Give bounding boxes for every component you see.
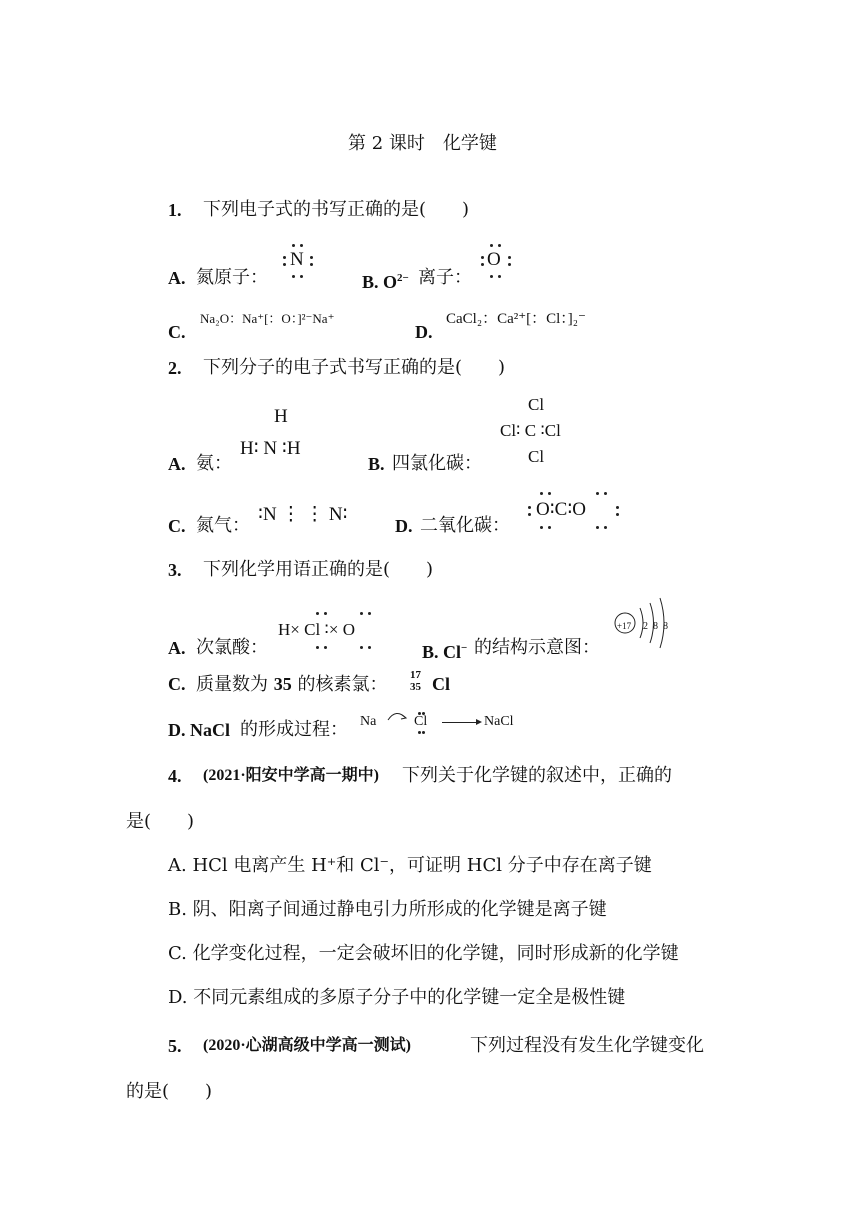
q1-d-label: D. [415,322,433,342]
q4-stem-2: 是( ) [126,811,195,832]
q2-b-label: B. [368,454,385,474]
q3-c-label: C. [168,674,186,694]
q4-option-d: D. 不同元素组成的多原子分子中的化学键一定全是极性键 [168,987,626,1008]
q3-d-formula: Na Cl NaCl [360,704,530,740]
page-title: 第 2 课时 化学键 [348,133,497,154]
q1-number: 1. [168,200,182,220]
q2-c-formula: ∶N ⋮ ⋮ N∶ [258,504,348,525]
q2-a-formula: H H∶ N ∶H [240,406,301,459]
q5-stem-1: 下列过程没有发生化学键变化 [470,1035,704,1056]
q1-b-label: B. $O^{2-}$ [362,272,409,292]
q5-number: 5. [168,1036,182,1056]
q3-stem: 下列化学用语正确的是( ) [203,559,434,580]
q2-c-label: C. [168,516,186,536]
q3-c-nuclide: 17 35 Cl [410,669,450,694]
nucleus-label: +17 [617,621,632,631]
q3-number: 3. [168,560,182,580]
q4-number: 4. [168,766,182,786]
q3-a-label: A. [168,638,186,658]
q1-c-formula: Na₂O：Na⁺[：O：]²⁻Na⁺ [200,311,335,326]
q5-source: (2020·心湖高级中学高一测试) [203,1037,411,1054]
q2-number: 2. [168,358,182,378]
q3-b-structure [612,596,672,656]
q1-d-formula: CaCl₂：Ca²⁺[：Cl：]₂⁻ [446,311,586,327]
q3-b-text: 的结构示意图： [474,637,600,658]
q4-stem-1: 下列关于化学键的叙述中，正确的 [402,765,672,786]
q1-b-text: 离子： [418,267,472,288]
q3-a-text: 次氯酸： [196,637,268,658]
q1-c-label: C. [168,322,186,342]
q1-a-formula: N [280,244,320,280]
q4-option-c: C. 化学变化过程，一定会破坏旧的化学键，同时形成新的化学键 [168,943,679,964]
q3-d-label: D. NaCl [168,720,230,740]
q2-a-text: 氨： [196,453,232,474]
shell-1: 2 [643,621,648,632]
q3-c-text: 质量数为 35 的核素氯： [196,674,388,695]
q2-c-text: 氮气： [196,515,250,536]
q2-a-label: A. [168,454,186,474]
q4-source: (2021·阳安中学高一期中) [203,767,379,784]
q1-a-label: A. [168,268,186,288]
q5-stem-2: 的是( ) [126,1081,213,1102]
q2-b-formula: Cl Cl∶ C ∶Cl Cl [500,395,561,466]
q3-a-formula: H× Cl ∶× O [278,612,378,652]
q2-d-label: D. [395,516,413,536]
shell-2: 8 [653,621,658,632]
q2-stem: 下列分子的电子式书写正确的是( ) [203,357,506,378]
shell-3: 8 [663,621,668,632]
q3-d-text: 的形成过程： [240,719,348,740]
q1-b-formula: O [478,244,518,280]
q2-d-text: 二氧化碳： [420,515,510,536]
q4-option-b: B. 阴、阳离子间通过静电引力所形成的化学键是离子键 [168,899,607,920]
q3-b-label: B. Cl− [422,642,468,662]
q2-b-text: 四氯化碳： [392,453,482,474]
q4-option-a: A. HCl 电离产生 H⁺和 Cl⁻，可证明 HCl 分子中存在离子键 [168,855,652,876]
q2-d-formula: O∶C∶O [524,492,620,532]
q1-a-text: 氮原子： [196,267,268,288]
q1-stem: 下列电子式的书写正确的是( ) [203,199,470,220]
